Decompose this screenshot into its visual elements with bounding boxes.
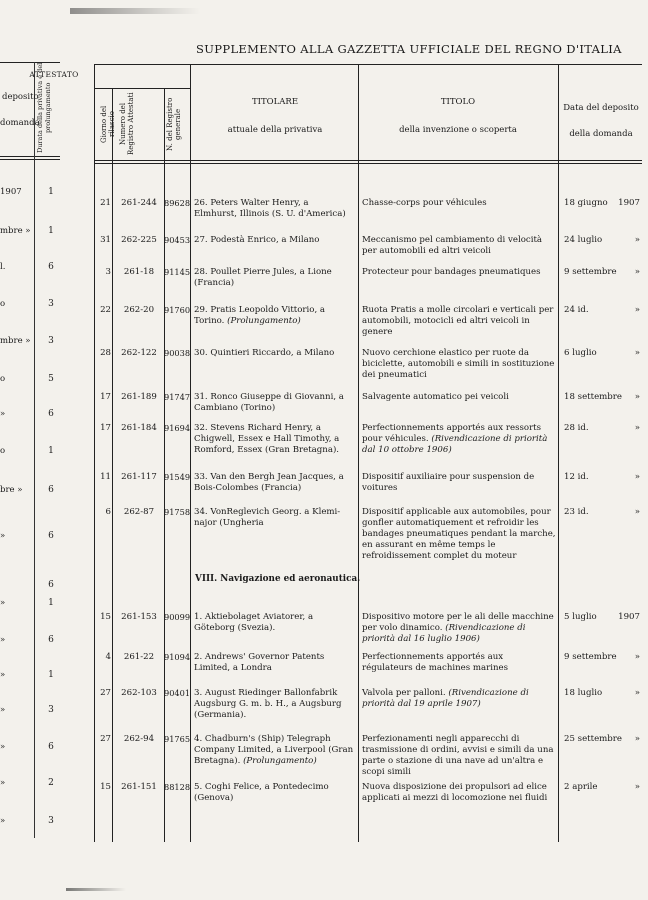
fragment-date: » — [0, 816, 6, 826]
header-bottom-rule — [94, 160, 642, 161]
fragment-divider — [34, 62, 35, 838]
titolo-text: Nuova disposizione dei propulsori ad elice applicati ai mezzi di locomozione nei fluidi — [362, 782, 548, 803]
header-data-deposito: Data del deposito — [563, 103, 639, 113]
left-column-fragment — [0, 0, 60, 900]
titolo-invenzione — [362, 472, 556, 494]
numero-registro-attestati: 261-18 — [123, 267, 155, 277]
anno-text: » — [634, 652, 640, 662]
titolo-invenzione — [362, 688, 556, 710]
titolo-note: (Rivendicazione di priorità dal 10 ottobre 1906) — [362, 434, 548, 455]
titolare — [194, 782, 354, 804]
titolare-text: 30. Quintieri Riccardo, a Milano — [194, 348, 335, 358]
fragment-date: bre » — [0, 485, 23, 495]
giorno-rilascio: 17 — [100, 392, 111, 402]
data-text: 6 luglio — [564, 348, 597, 358]
anno-text: 1907 — [618, 612, 640, 622]
fragment-date: 1907 — [0, 187, 22, 197]
titolo-invenzione — [362, 392, 556, 403]
fragment-duration: 6 — [48, 580, 54, 590]
numero-registro-generale: 91758 — [164, 507, 191, 517]
col-divider-5 — [558, 64, 559, 842]
page-header: SUPPLEMENTO ALLA GAZZETTA UFFICIALE DEL REGNO D'ITALIA — [196, 42, 622, 56]
titolo-invenzione — [362, 507, 556, 562]
titolo-text: Dispositif applicable aux automobiles, pour gonfler automatiquement et refroidir les bandages pneumatiques pendant la marche, en assurant en même temps le refroidissement complet du moteur — [362, 507, 556, 561]
titolare-text: 34. VonReglevich Georg. a Klemi-najor (Ungheria — [194, 507, 341, 528]
data-text: 24 id. — [564, 305, 589, 315]
titolare — [194, 392, 354, 414]
numero-registro-attestati: 261-151 — [121, 782, 157, 792]
fragment-header-domanda: domanda — [0, 118, 40, 128]
print-smudge — [70, 8, 200, 14]
numero-registro-attestati: 262-225 — [121, 235, 157, 245]
titolare-text: 4. Chadburn's (Ship) Telegraph Company Limited, a Liverpool (Gran Bretagna). — [194, 734, 354, 766]
giorno-rilascio: 15 — [100, 612, 111, 622]
titolo-text: Ruota Pratis a molle circolari e verticali per automobili, motocicli ed altri veicoli in genere — [362, 305, 554, 337]
numero-registro-generale: 91747 — [164, 392, 191, 402]
titolare-text: 26. Peters Walter Henry, a Elmhurst, Illinois (S. U. d'America) — [194, 198, 346, 219]
header-giorno: Giorno del rilascio — [100, 105, 116, 143]
titolare — [194, 734, 354, 767]
fragment-duration: 6 — [48, 262, 54, 272]
data-text: 18 giugno — [564, 198, 608, 208]
numero-registro-generale: 88128 — [164, 782, 191, 792]
numero-registro-attestati: 261-184 — [121, 423, 157, 433]
giorno-rilascio: 11 — [100, 472, 111, 482]
titolare-text: 5. Coghi Felice, a Pontedecimo (Genova) — [194, 782, 329, 803]
anno-text: » — [634, 782, 640, 792]
titolo-text: Dispositif auxiliaire pour suspension de voitures — [362, 472, 535, 493]
fragment-duration: 6 — [48, 742, 54, 752]
numero-registro-attestati: 261-22 — [123, 652, 155, 662]
titolo-text: Dispositivo motore per le ali delle macchine per volo dinamico. — [362, 612, 554, 633]
titolo-invenzione — [362, 267, 556, 278]
titolo-text: Salvagente automatico pei veicoli — [362, 392, 509, 402]
numero-registro-generale: 90453 — [164, 235, 191, 245]
fragment-date: » — [0, 778, 6, 788]
titolo-invenzione — [362, 348, 556, 381]
fragment-duration: 6 — [48, 635, 54, 645]
numero-registro-generale: 90038 — [164, 348, 191, 358]
giorno-rilascio: 27 — [100, 734, 111, 744]
fragment-duration: 6 — [48, 409, 54, 419]
data-text: 23 id. — [564, 507, 589, 517]
header-registro-attestati: Numero del Registro Attestati — [119, 92, 135, 156]
header-registro-generale: N. del Registro generale — [166, 97, 182, 151]
fragment-duration: 1 — [48, 226, 54, 236]
fragment-duration: 3 — [48, 299, 54, 309]
fragment-duration: 3 — [48, 336, 54, 346]
titolare-text: 29. Pratis Leopoldo Vittorio, a Torino. — [194, 305, 326, 326]
anno-text: » — [634, 423, 640, 433]
titolare-text: 2. Andrews' Governor Patents Limited, a Londra — [194, 652, 325, 673]
giorno-rilascio: 27 — [100, 688, 111, 698]
fragment-duration: 1 — [48, 598, 54, 608]
numero-registro-attestati: 261-244 — [121, 198, 157, 208]
titolo-text: Nuovo cerchione elastico per ruote da biciclette, automobili e simili in sostituzione dei pneumatici — [362, 348, 555, 380]
fragment-date: o — [0, 299, 6, 309]
fragment-date: o — [0, 446, 6, 456]
titolo-invenzione — [362, 652, 556, 674]
anno-text: » — [634, 507, 640, 517]
numero-registro-generale: 89628 — [164, 198, 191, 208]
titolare — [194, 267, 354, 289]
giorno-rilascio: 21 — [100, 198, 111, 208]
fragment-duration: 1 — [48, 187, 54, 197]
fragment-duration: 3 — [48, 705, 54, 715]
header-attestato: ATTESTATO — [29, 70, 79, 79]
titolare — [194, 305, 354, 327]
data-text: 2 aprile — [564, 782, 598, 792]
table-top-rule — [94, 64, 642, 65]
titolo-text: Perfectionnements apportés aux ressorts pour véhicules. — [362, 423, 542, 444]
fragment-date: » — [0, 409, 6, 419]
titolare — [194, 612, 354, 634]
fragment-header-rule — [0, 156, 60, 157]
fragment-duration: 6 — [48, 485, 54, 495]
anno-text: » — [634, 472, 640, 482]
titolare-text: 28. Poullet Pierre Jules, a Lione (Francia) — [194, 267, 332, 288]
anno-text: » — [634, 734, 640, 744]
titolo-note: (Rivendicazione di priorità dal 16 luglio 1906) — [362, 623, 526, 644]
titolo-text: Perfectionnements apportés aux régulateurs de machines marines — [362, 652, 509, 673]
header-titolare: TITOLARE — [251, 97, 299, 107]
titolare-text: 3. August Riedinger Ballonfabrik Augsburg G. m. b. H., a Augsburg (Germania). — [194, 688, 342, 720]
fragment-duration: 6 — [48, 531, 54, 541]
numero-registro-attestati: 262-122 — [121, 348, 157, 358]
data-text: 25 settembre — [564, 734, 622, 744]
numero-registro-attestati: 261-153 — [121, 612, 157, 622]
titolo-text: Meccanismo pel cambiamento di velocità per automobili ed altri veicoli — [362, 235, 543, 256]
titolare — [194, 507, 354, 529]
titolo-invenzione — [362, 235, 556, 257]
fragment-vertical-header: Durata della privativa e del prolungamento — [36, 62, 52, 154]
data-text: 9 settembre — [564, 652, 617, 662]
anno-text: » — [634, 688, 640, 698]
titolare — [194, 198, 354, 220]
numero-registro-generale: 91145 — [164, 267, 191, 277]
titolo-invenzione — [362, 782, 556, 804]
numero-registro-generale: 91694 — [164, 423, 191, 433]
col-divider-3 — [190, 64, 191, 842]
attestato-rule — [94, 88, 190, 89]
titolare-text: 32. Stevens Richard Henry, a Chigwell, Essex e Hall Timothy, a Romford, Essex (Gran Bretagna). — [194, 423, 340, 455]
data-text: 5 luglio — [564, 612, 597, 622]
titolare-note: (Prolungamento) — [243, 756, 317, 766]
fragment-duration: 5 — [48, 374, 54, 384]
titolare — [194, 688, 354, 721]
fragment-date: » — [0, 705, 6, 715]
numero-registro-generale: 90099 — [164, 612, 191, 622]
fragment-duration: 2 — [48, 778, 54, 788]
numero-registro-attestati: 262-20 — [123, 305, 155, 315]
header-titolo-sub: della invenzione o scoperta — [399, 125, 517, 135]
data-text: 18 luglio — [564, 688, 603, 698]
titolo-text: Chasse-corps pour véhicules — [362, 198, 487, 208]
header-bottom-rule-2 — [94, 163, 642, 164]
titolo-text: Valvola per palloni. — [362, 688, 446, 698]
titolo-invenzione — [362, 734, 556, 778]
titolo-invenzione — [362, 198, 556, 209]
header-data-domanda: della domanda — [569, 129, 633, 139]
fragment-date: » — [0, 531, 6, 541]
titolare-note: (Prolungamento) — [227, 316, 301, 326]
titolo-note: (Rivendicazione di priorità dal 19 aprile 1907) — [362, 688, 529, 709]
fragment-date: » — [0, 598, 6, 608]
titolo-text: Protecteur pour bandages pneumatiques — [362, 267, 541, 277]
titolo-text: Perfezionamenti negli apparecchi di trasmissione di ordini, avvisi e simili da una parte o stazione di una nave ad un'altra e scopi simili — [362, 734, 554, 777]
titolo-invenzione — [362, 423, 556, 456]
col-divider-4 — [358, 64, 359, 842]
numero-registro-generale: 91765 — [164, 734, 191, 744]
numero-registro-generale: 91549 — [164, 472, 191, 482]
fragment-header-deposito: deposito — [2, 92, 39, 102]
titolare — [194, 423, 354, 456]
fragment-date: o — [0, 374, 6, 384]
giorno-rilascio: 22 — [100, 305, 111, 315]
titolare-text: 31. Ronco Giuseppe di Giovanni, a Cambiano (Torino) — [194, 392, 344, 413]
table-left-border — [94, 64, 95, 842]
fragment-duration: 1 — [48, 670, 54, 680]
print-mark — [66, 888, 126, 891]
data-text: 18 settembre — [564, 392, 622, 402]
numero-registro-generale: 91760 — [164, 305, 191, 315]
titolare-text: 27. Podestà Enrico, a Milano — [194, 235, 320, 245]
titolare — [194, 348, 354, 359]
anno-text: » — [634, 235, 640, 245]
fragment-date: mbre » — [0, 336, 31, 346]
fragment-date: » — [0, 742, 6, 752]
giorno-rilascio: 17 — [100, 423, 111, 433]
data-text: 12 id. — [564, 472, 589, 482]
fragment-header-rule-2 — [0, 159, 60, 160]
titolo-invenzione — [362, 305, 556, 338]
data-text: 9 settembre — [564, 267, 617, 277]
giorno-rilascio: 3 — [105, 267, 111, 277]
anno-text: » — [634, 392, 640, 402]
fragment-date: » — [0, 635, 6, 645]
giorno-rilascio: 31 — [100, 235, 111, 245]
giorno-rilascio: 15 — [100, 782, 111, 792]
anno-text: 1907 — [618, 198, 640, 208]
titolare-text: 33. Van den Bergh Jean Jacques, a Bois-Colombes (Francia) — [194, 472, 344, 493]
numero-registro-attestati: 262-103 — [121, 688, 157, 698]
fragment-date: l. — [0, 262, 6, 272]
col-divider-1 — [112, 88, 113, 842]
fragment-date: » — [0, 670, 6, 680]
giorno-rilascio: 4 — [105, 652, 111, 662]
titolare-text: 1. Aktiebolaget Aviatorer, a Göteborg (Svezia). — [194, 612, 314, 633]
titolare — [194, 235, 354, 246]
header-titolo: TITOLO — [440, 97, 476, 107]
anno-text: » — [634, 348, 640, 358]
numero-registro-attestati: 261-189 — [121, 392, 157, 402]
data-text: 24 luglio — [564, 235, 603, 245]
titolare — [194, 472, 354, 494]
numero-registro-generale: 90401 — [164, 688, 191, 698]
section-title: VIII. Navigazione ed aeronautica. — [195, 574, 361, 584]
numero-registro-attestati: 261-117 — [121, 472, 157, 482]
giorno-rilascio: 6 — [105, 507, 111, 517]
fragment-duration: 3 — [48, 816, 54, 826]
header-titolare-sub: attuale della privativa — [227, 125, 323, 135]
data-text: 28 id. — [564, 423, 589, 433]
anno-text: » — [634, 305, 640, 315]
anno-text: » — [634, 267, 640, 277]
giorno-rilascio: 28 — [100, 348, 111, 358]
numero-registro-attestati: 262-94 — [123, 734, 155, 744]
numero-registro-generale: 91094 — [164, 652, 191, 662]
fragment-date: mbre » — [0, 226, 31, 236]
fragment-duration: 1 — [48, 446, 54, 456]
numero-registro-attestati: 262-87 — [123, 507, 155, 517]
titolare — [194, 652, 354, 674]
titolo-invenzione — [362, 612, 556, 645]
